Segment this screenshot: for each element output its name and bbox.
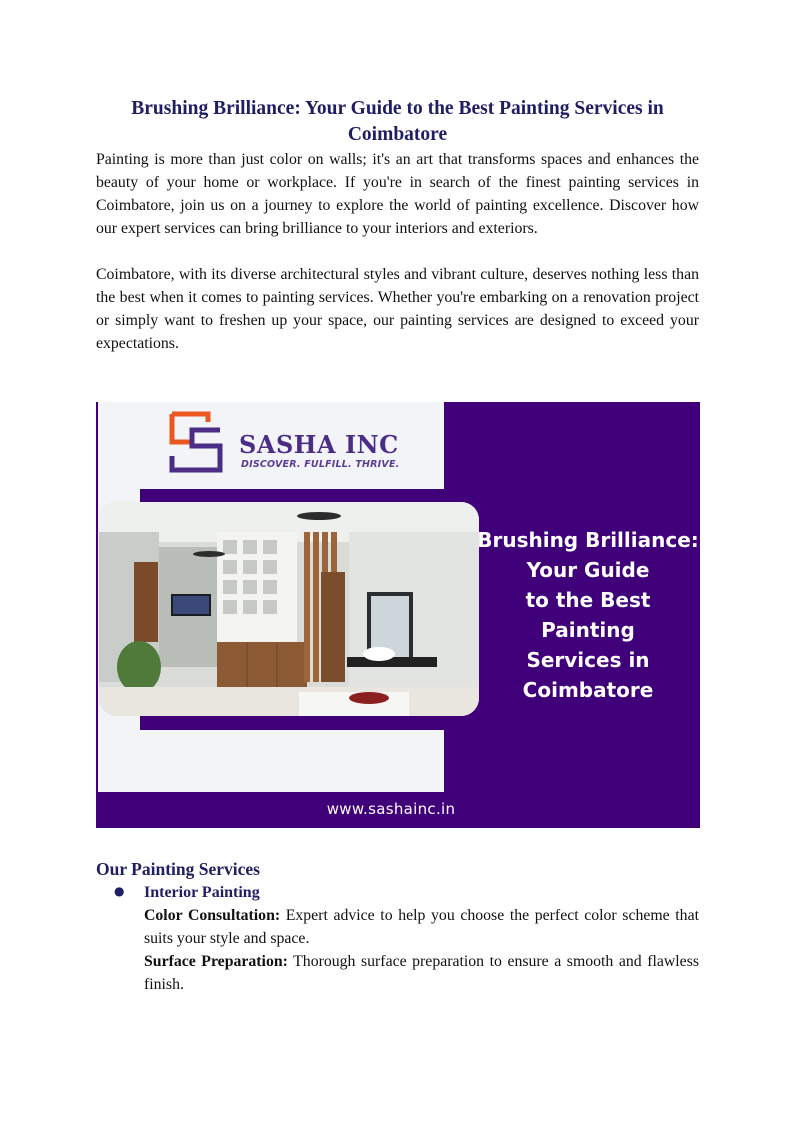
banner-heading-line: Painting	[541, 618, 635, 642]
banner-heading-line: Your Guide	[526, 558, 650, 582]
brand-name: SASHA INC	[239, 430, 399, 459]
banner-website-url: www.sashainc.in	[326, 800, 456, 818]
service-detail	[144, 904, 699, 950]
services-section	[96, 857, 699, 996]
sasha-logo-icon	[168, 408, 224, 474]
intro-paragraph-2: Coimbatore, with its diverse architectural styles and vibrant culture, deserves nothing less than the best when it comes to painting services. Whether you're embarking on a renovation project or simply want to freshen up your space, our painting services are designed to exceed your expectations.	[96, 266, 699, 352]
service-detail	[144, 950, 699, 996]
detail-label: Color Consultation:	[144, 907, 281, 924]
bullet-icon: ●	[114, 884, 125, 898]
document-body	[96, 96, 699, 355]
intro-paragraph-1: Painting is more than just color on walls; it's an art that transforms spaces and enhances the beauty of your home or workplace. If you're in search of the finest painting services in Coimbatore, join us on a journey to explore the world of painting excellence. Discover how our expert services can bring brilliance to your interiors and exteriors.	[96, 151, 699, 237]
services-list	[96, 881, 699, 996]
list-item	[96, 881, 699, 996]
services-heading: Our Painting Services	[96, 859, 260, 879]
service-title: Interior Painting	[144, 884, 260, 901]
interior-photo	[99, 502, 479, 716]
banner-heading	[476, 525, 700, 705]
detail-text: Expert advice to help you choose the perfect color scheme that suits your style and space.	[144, 907, 699, 947]
promo-banner	[96, 402, 700, 828]
banner-heading-line: to the Best	[525, 588, 651, 612]
banner-heading-line: Brushing Brilliance:	[477, 528, 699, 552]
detail-label: Surface Preparation:	[144, 953, 288, 970]
banner-heading-line: Coimbatore	[522, 678, 654, 702]
page-title: Brushing Brilliance: Your Guide to the Best Painting Services in Coimbatore	[131, 98, 664, 145]
brand-tagline: DISCOVER. FULFILL. THRIVE.	[241, 459, 400, 470]
detail-text: Thorough surface preparation to ensure a smooth and flawless finish.	[144, 953, 699, 993]
banner-heading-line: Services in	[526, 648, 650, 672]
